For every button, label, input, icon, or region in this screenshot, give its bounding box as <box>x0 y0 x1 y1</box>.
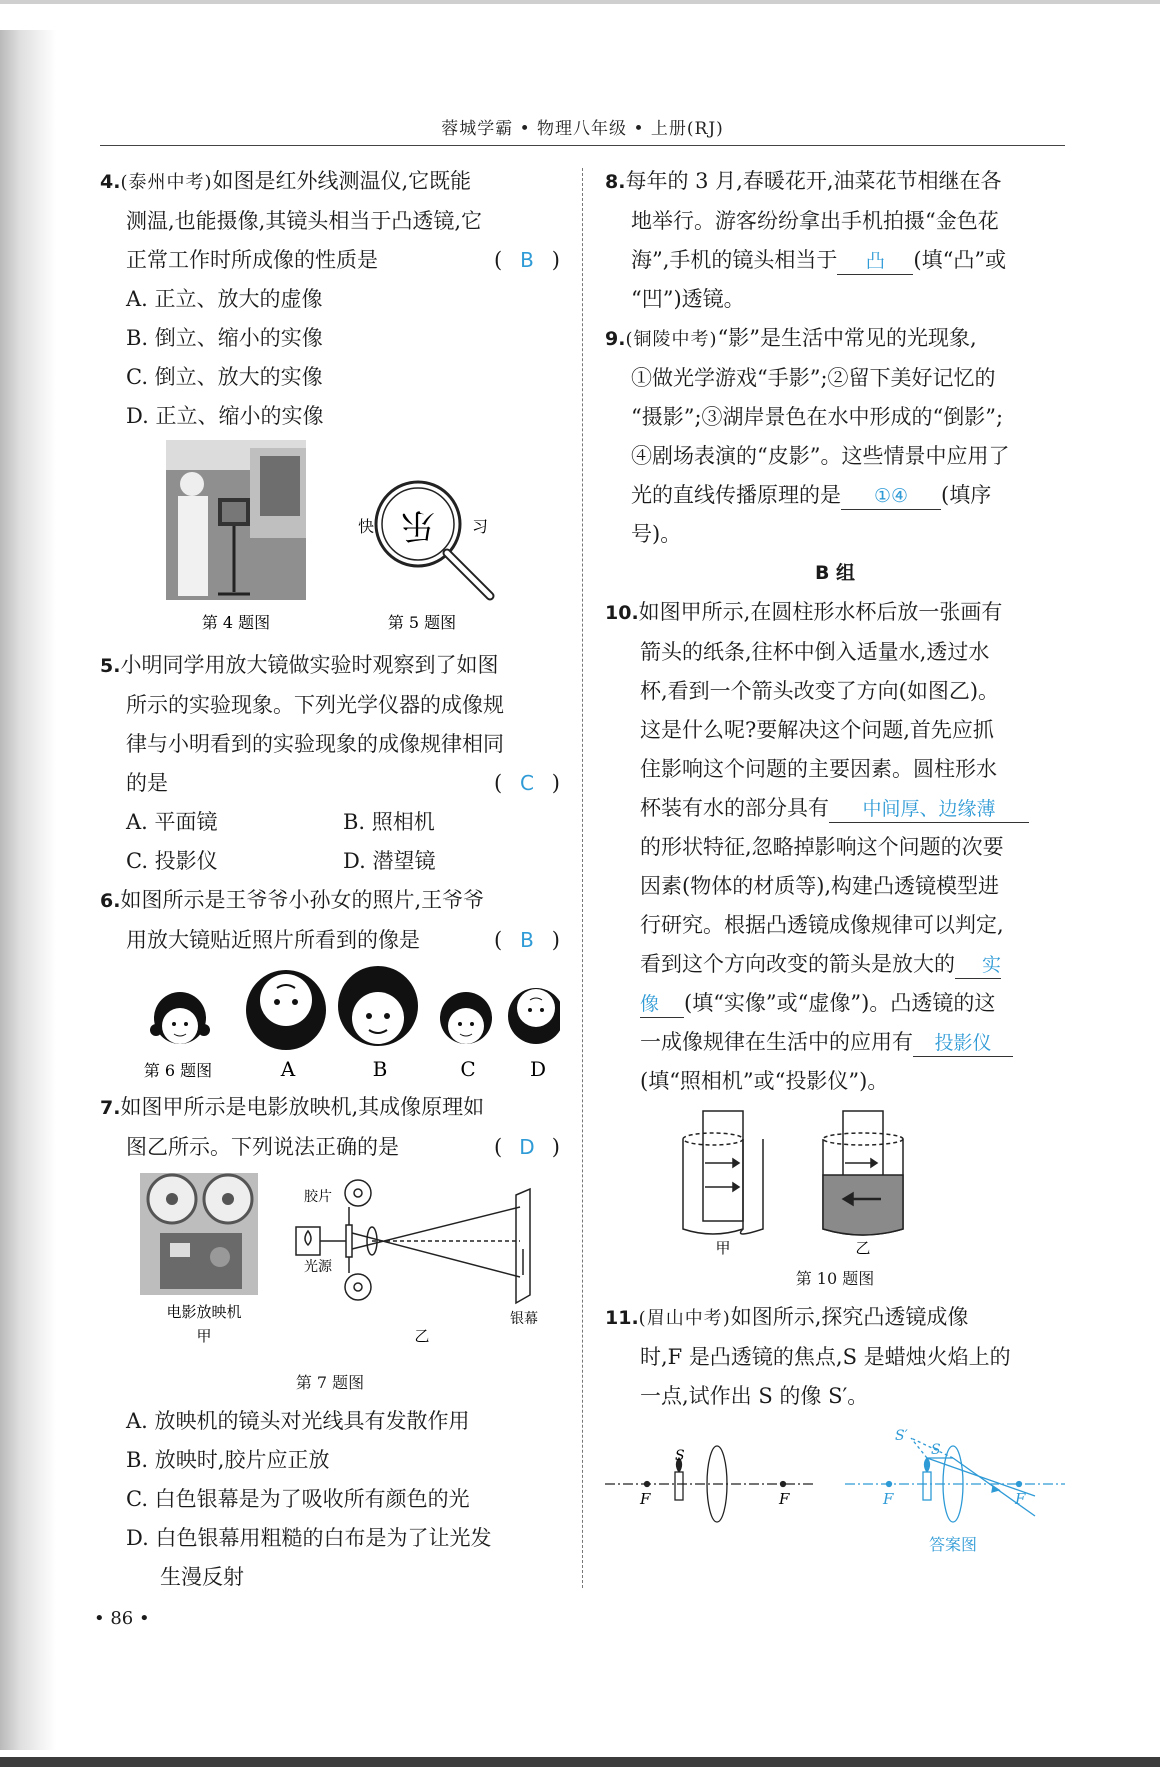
question-7: 7.如图甲所示是电影放映机,其成像原理如 图乙所示。下列说法正确的是 ( D ) <box>100 1088 560 1167</box>
projector-photo <box>140 1173 258 1295</box>
fig6-label-c: C <box>460 1057 476 1081</box>
fig6-label-a: A <box>280 1057 296 1081</box>
left-column <box>100 162 560 1597</box>
label-jia: 甲 <box>196 1327 212 1345</box>
fig5-left-char: 快 <box>358 517 375 536</box>
question-10: 10.如图甲所示,在圆柱形水杯后放一张画有 箭头的纸条,往杯中倒入适量水,透过水 杯,看到一个箭头改变了方向(如图乙)。 这是什么呢?要解决这个问题,首先应抓 住影响这个问题的主要因素。圆柱形水 杯装有水的部分具有 中间厚、边缘薄 的形状特征,忽略掉影响这个问题的次要 因素(物体的材质等),构建凸透镜模型进 行研究。根据凸透镜成像规律可以判定, 看到这个方向改变的箭头是放大的 实 像 (填“实像”或“虚像”)。凸透镜的这 一成像规律在生活中的应用有 投影仪 (填“照相机”或“投影仪”)。 <box>605 593 1065 1101</box>
fig4-caption: 第 4 题图 <box>201 613 271 632</box>
top-border <box>0 0 1160 4</box>
cup-yi <box>823 1111 903 1235</box>
question-4: 4.(泰州中考)如图是红外线测温仪,它既能 测温,也能摄像,其镜头相当于凸透镜,它 正常工作时所成像的性质是 ( B ) <box>100 162 560 280</box>
page-header: 蓉城学霸 • 物理八年级 • 上册(RJ) <box>441 119 724 139</box>
thermometer-photo <box>166 440 306 600</box>
answer-choice: B <box>520 248 534 272</box>
answer-choice: D <box>519 1135 535 1159</box>
option-b: B. 放映时,胶片应正放 <box>126 1448 330 1472</box>
magnifier-figure <box>358 482 490 596</box>
projector-label: 电影放映机 <box>166 1303 242 1321</box>
answer-bracket: ( D ) <box>494 1128 560 1167</box>
answer-figure-caption: 答案图 <box>928 1535 978 1554</box>
label-yi: 乙 <box>414 1327 430 1345</box>
answer-choice: B <box>520 928 534 952</box>
column-divider <box>582 168 583 1588</box>
cup-jia <box>683 1111 763 1234</box>
screen-label: 银幕 <box>510 1311 538 1327</box>
answer-blank: ①④ <box>841 482 941 510</box>
figures-4-5 <box>100 436 560 646</box>
answer-blank-1: 中间厚、边缘薄 <box>829 795 1029 823</box>
answer-diagram <box>845 1438 1065 1522</box>
fig6-label-d: D <box>529 1057 547 1081</box>
girl-original <box>150 992 210 1044</box>
fig6-label-b: B <box>372 1057 388 1081</box>
point-s-label: S <box>675 1448 685 1464</box>
figure-7 <box>100 1167 560 1367</box>
question-8: 8.每年的 3 月,春暖花开,油菜花节相继在各 地举行。游客纷纷拿出手机拍摄“金色花 海”,手机的镜头相当于 凸 (填“凸”或 “凹”)透镜。 <box>605 169 1007 311</box>
option-c: C. 白色银幕是为了吸收所有颜色的光 <box>126 1487 470 1511</box>
fig5-center-char: 乐 <box>401 505 435 545</box>
fig10-label-jia: 甲 <box>715 1239 731 1257</box>
answer-focus-right: F <box>1015 1490 1026 1508</box>
bottom-border <box>0 1757 1160 1767</box>
image-point-label: S′ <box>895 1428 908 1444</box>
girl-a <box>246 970 326 1050</box>
figure-11 <box>595 1416 1075 1566</box>
answer-blank-2a: 实 <box>955 951 1001 979</box>
fig5-caption: 第 5 题图 <box>387 613 457 632</box>
option-a: A. 放映机的镜头对光线具有发散作用 <box>126 1409 470 1433</box>
answer-blank: 凸 <box>837 247 913 275</box>
fig10-caption: 第 10 题图 <box>795 1269 875 1288</box>
option-a: A. 正立、放大的虚像 <box>126 287 323 311</box>
option-b: B. 倒立、缩小的实像 <box>126 326 323 350</box>
fig7-caption: 第 7 题图 <box>295 1373 365 1392</box>
focus-right-label: F <box>779 1490 790 1508</box>
option-row-2 <box>100 842 560 881</box>
option-d: D. 正立、缩小的实像 <box>126 404 324 428</box>
answer-focus-left: F <box>883 1490 894 1508</box>
right-column <box>605 162 1065 1566</box>
option-c: C. 投影仪 <box>126 849 218 873</box>
girl-b <box>338 966 418 1046</box>
answer-bracket: ( C ) <box>494 764 560 803</box>
problem-diagram <box>605 1446 815 1522</box>
option-row-1 <box>100 803 560 842</box>
girl-c <box>440 992 492 1044</box>
figure-6 <box>100 960 560 1088</box>
option-c: C. 倒立、放大的实像 <box>126 365 323 389</box>
group-b-heading: B 组 <box>814 562 856 584</box>
girl-d <box>508 988 560 1044</box>
option-b: B. 照相机 <box>343 810 435 834</box>
question-9: 9.(铜陵中考)“影”是生活中常见的光现象, ①做光学游戏“手影”;②留下美好记忆的 “摄影”;③湖岸景色在水中形成的“倒影”; ④剧场表演的“皮影”。这些情景中应用了 光的直线传播原理的是 ①④ (填序 号)。 <box>605 326 1010 546</box>
answer-s-label: S <box>931 1442 941 1458</box>
focus-left-label: F <box>640 1490 651 1508</box>
answer-bracket: ( B ) <box>494 921 560 960</box>
fig6-caption: 第 6 题图 <box>143 1061 213 1080</box>
page-number: • 86 • <box>94 1608 150 1629</box>
answer-blank-3: 投影仪 <box>913 1029 1013 1057</box>
question-5: 5.小明同学用放大镜做实验时观察到了如图 所示的实验现象。下列光学仪器的成像规 律与小明看到的实验现象的成像规律相同 的是 ( C ) <box>100 646 560 803</box>
answer-blank-2b: 像 <box>640 990 684 1018</box>
option-a: A. 平面镜 <box>126 810 218 834</box>
option-d: D. 白色银幕用粗糙的白布是为了让光发 <box>126 1526 492 1550</box>
light-label: 光源 <box>304 1259 332 1275</box>
figure-10 <box>605 1101 1065 1261</box>
answer-choice: C <box>520 771 534 795</box>
fig5-right-char: 习 <box>472 517 489 536</box>
question-11: 11.(眉山中考)如图所示,探究凸透镜成像 时,F 是凸透镜的焦点,S 是蜡烛火焰上的 一点,试作出 S 的像 S′。 <box>605 1305 1011 1408</box>
fig10-label-yi: 乙 <box>855 1239 871 1257</box>
option-d: D. 潜望镜 <box>343 849 436 873</box>
option-d-continued: 生漫反射 <box>160 1565 244 1589</box>
answer-bracket: ( B ) <box>494 241 560 280</box>
film-label: 胶片 <box>304 1189 332 1205</box>
question-6: 6.如图所示是王爷爷小孙女的照片,王爷爷 用放大镜贴近照片所看到的像是 ( B ) <box>100 881 560 960</box>
header-rule <box>100 145 1065 146</box>
page-shadow <box>0 30 56 1750</box>
